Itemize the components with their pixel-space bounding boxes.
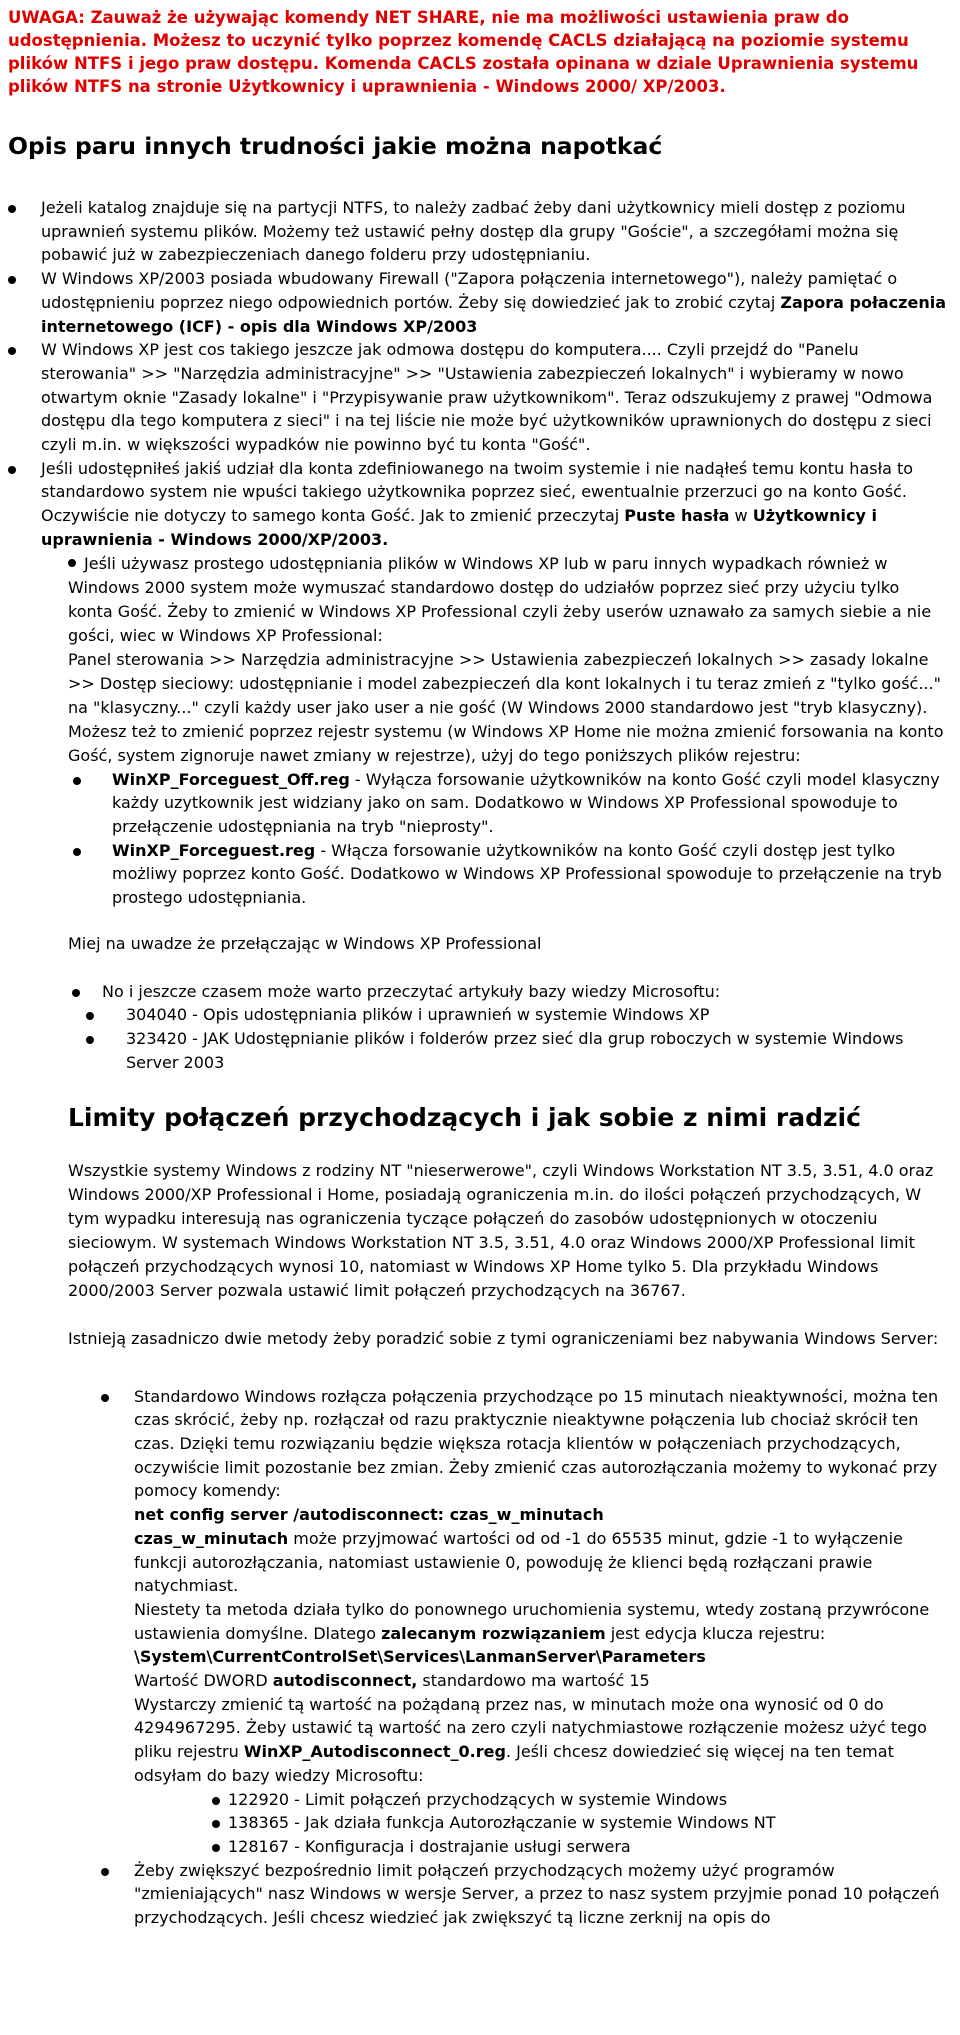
item-text: Jeżeli katalog znajduje się na partycji NTFS, to należy zadbać żeby dani użytkownicy mieli dostęp z poziomu uprawnień systemu plików. Możemy też ustawić pełny dostęp dla grupy "Goście", a szczegółami można się pobawić już w zabezpieczeniach danego folderu przy udostępnianiu. [41,198,906,265]
item-text: Jeśli udostępniłeś jakiś udział dla konta zdefiniowanego na twoim systemie i nie nadąłeś temu kontu hasła to standardowo system nie wpuści takiego użytkownika poprzez sieć, ewentualnie przerzuci go na konto Gość. Oczywiście nie dotyczy to samego konta Gość. Jak to zmienić przeczytaj [41,458,914,526]
registry-files-list [68,768,952,910]
method-text [134,1693,946,1788]
kb-link-text: 138365 - Jak działa funkcja Autorozłączanie w systemie Windows NT [228,1813,776,1833]
method-text-part: . Jeśli chcesz dowiedzieć się więcej na ten temat odsyłam do bazy wiedzy Microsoftu: [134,1742,894,1785]
item-text: - Włącza forsowanie użytkowników na konto Gość czyli dostęp jest tylko możliwy poprzez konto Gość. Dodatkowo w Windows XP Professional spowoduje to przełączenie na tryb prostego udostępniania. [112,840,942,908]
var-name: czas_w_minutach [134,1528,289,1548]
method-text-part: Wartość DWORD [134,1671,273,1691]
list-item [8,267,946,338]
list-item [88,980,952,1075]
limity-para: Wszystkie systemy Windows z rodziny NT "nieserwerowe", czyli Windows Workstation NT 3.5, 3.51, 4.0 oraz Windows 2000/XP Professional i Home, posiadają ograniczenia m.in. do ilości połączeń przychodzących, W tym wypadku interesują nas ograniczenia tyczące połączeń do zasobów udostępnionych w otoczeniu sieciowym. W systemach Windows Workstation NT 3.5, 3.51, 4.0 oraz Windows 2000/XP Professional limit połączeń przychodzących wynosi 10, natomiast w Windows XP Home tylko 5. Dla przykładu Windows 2000/2003 Server pozwala ustawić limit połączeń przychodzących na 36767. [68,1160,934,1300]
item-text: w [729,506,753,526]
list-item [68,839,946,910]
method-text-part: Wystarczy zmienić tą wartość na pożądaną przez nas, w minutach może ona wynosić od 0 do 4294967295. Żeby ustawić tą wartość na zero czyli natychmiastowe rozłączenie możesz użyć tego pliku rejestru [134,1694,927,1762]
registry-key: \System\CurrentControlSet\Services\LanmanServer\Parameters [134,1647,706,1667]
heading-opis: Opis paru innych trudności jakie można napotkać [8,132,663,160]
block-para: Panel sterowania >> Narzędzia administracyjne >> Ustawienia zabezpieczeń lokalnych >> zasady lokalne >> Dostęp sieciowy: udostępnianie i model zabezpieczeń dla kont lokalnych i tu teraz zmień z "tylko gość..." na "klasyczny..." czyli każdy user jako user a nie gość (W Windows 2000 standardowo jest "tryb klasyczny). Możesz też to zmienić poprzez rejestr systemu (w Windows XP Home nie można zmienić forsowania na konto Gość, system zignoruje nawet zmiany w rejestrze), użyj do tego poniższych plików rejestru: [68,649,944,765]
kb-link[interactable] [180,1788,946,1812]
icf-link[interactable]: Zapora połaczenia internetowego (ICF) - opis dla Windows XP/2003 [41,292,947,336]
reg-file-link[interactable]: WinXP_Forceguest.reg [112,840,316,860]
list-item [68,768,946,839]
method-text: Żeby zwiększyć bezpośrednio limit połączeń przychodzących możemy użyć programów "zmieniających" nasz Windows w wersje Server, a przez to nasz system przyjmie ponad 10 połączeń przychodzących. Jeśli chcesz wiedzieć jak zwiększyć tą liczne zerknij na opis do [134,1860,940,1928]
page [0,6,960,1930]
kb-link[interactable] [102,1003,952,1027]
list-item [8,196,946,267]
list-item [8,457,946,552]
kb-link[interactable] [180,1835,946,1859]
method-text-part: standardowo ma wartość 15 [417,1671,650,1691]
method-text-part: może przyjmować wartości od od -1 do 65535 minut, gdzie -1 to wyłączenie funkcji autorozłączania, natomiast ustawienie 0, powoduję że klienci będą rozłączani prawie natychmiast. [134,1528,903,1596]
kb-link-text: 128167 - Konfiguracja i dostrajanie usługi serwera [228,1836,631,1856]
item-text: W Windows XP jest cos takiego jeszcze jak odmowa dostępu do komputera.... Czyli przejdź do "Panelu sterowania" >> "Narzędzia administracyjne" >> "Ustawienia zabezpieczeń lokalnych" i wybieramy w nowo otwartym oknie "Zasady lokalne" i "Przypisywanie praw użytkownikom". Teraz odszukujemy z prawej "Odmowa dostępu dla tego komputera z sieci" i na tej liście nie może być użytkowników uprawnionych do dostępu z sieci czyli m.in. w większości wypadków nie powinno być tu konta "Gość". [41,340,933,455]
block-para [68,552,946,648]
warning-note: UWAGA: Zauważ że używając komendy NET SHARE, nie ma możliwości ustawienia praw do udostępnienia. Możesz to uczynić tylko poprzez komendę CACLS działającą na poziomie systemu plików NTFS i jego praw dostępu. Komenda CACLS została opinana w dziale Uprawnienia systemu plików NTFS na stronie Użytkownicy i uprawnienia - Windows 2000/ XP/2003. [8,8,919,96]
users-permissions-link[interactable]: Użytkownicy i uprawnienia - Windows 2000/XP/2003. [41,506,877,549]
limity-para: Istnieją zasadniczo dwie metody żeby poradzić sobie z tymi ograniczeniami bez nabywania Windows Server: [68,1328,939,1348]
method-text-part: jest edycja klucza rejestru: [605,1623,826,1643]
item-text: - Wyłącza forsowanie użytkowników na konto Gość czyli model klasyczny każdy uzytkownik jest widziany jako on sam. Dodatkowo w Windows XP Professional spowoduje to przełączenie udostępniania na tryb "nieprosty". [112,769,940,836]
kb-list [88,980,952,1075]
kb-sublist [180,1788,946,1859]
reg-file-link[interactable]: WinXP_Autodisconnect_0.reg [243,1742,506,1762]
method-text-part: Niestety ta metoda działa tylko do ponownego uruchomienia systemu, wtedy zostaną przywrócone ustawienia domyślne. Dlatego [134,1599,930,1643]
method-text: Standardowo Windows rozłącza połączenia przychodzące po 15 minutach nieaktywności, można ten czas skrócić, żeby np. rozłączał od razu praktycznie nieaktywne połączenia lub chociaż skrócił ten czas. Dzięki temu rozwiązaniu będzie większa rotacja klientów w połączeniach przychodzących, oczywiście limit pozostanie bez zmian. Żeby zmienić czas autorozłączania możemy to wykonać przy pomocy komendy: [134,1386,939,1501]
command-text: net config server /autodisconnect: czas_w_minutach [134,1505,604,1525]
note-para: Miej na uwadze że przełączając w Windows XP Professional [68,933,542,953]
empty-passwords-link[interactable]: Puste hasła [624,506,730,526]
list-item [88,1859,946,1930]
kb-link-text: 122920 - Limit połączeń przychodzących w systemie Windows [228,1789,728,1809]
method-text [134,1598,946,1645]
emphasis: autodisconnect, [272,1671,418,1691]
emphasis: zalecanym rozwiązaniem [381,1623,606,1643]
bullet-icon [68,559,76,567]
list-item [8,338,946,457]
kb-link[interactable] [180,1811,946,1835]
problems-list [8,196,952,552]
kb-sublist [102,1003,952,1074]
method-text [134,1669,946,1693]
heading-limity: Limity połączeń przychodzących i jak sobie z nimi radzić [68,1102,861,1132]
block-text: Jeśli używasz prostego udostępniania plików w Windows XP lub w paru innych wypadkach również w Windows 2000 system może wymuszać standardowo dostęp do udziałów poprzez sieć przy użyciu tylko konta Gość. Żeby to zmienić w Windows XP Professional czyli żeby userów uznawało za samych siebie a nie gości, wiec w Windows XP Professional: [68,553,932,645]
method-text [134,1527,946,1598]
kb-link-text: 323420 - JAK Udostępnianie plików i folderów przez sieć dla grup roboczych w systemie Windows Server 2003 [126,1029,904,1072]
guest-forcing-block [68,552,946,768]
methods-list [88,1385,946,1930]
reg-file-link[interactable]: WinXP_Forceguest_Off.reg [112,769,350,789]
kb-link-text: 304040 - Opis udostępniania plików i uprawnień w systemie Windows XP [126,1005,710,1025]
kb-link[interactable] [102,1027,926,1074]
item-text: No i jeszcze czasem może warto przeczytać artykuły bazy wiedzy Microsoftu: [102,981,721,1001]
item-text: W Windows XP/2003 posiada wbudowany Firewall ("Zapora połączenia internetowego"), należy pamiętać o udostępnieniu poprzez niego odpowiednich portów. Żeby się dowiedzieć jak to zrobić czytaj [41,269,898,312]
list-item [88,1385,946,1859]
